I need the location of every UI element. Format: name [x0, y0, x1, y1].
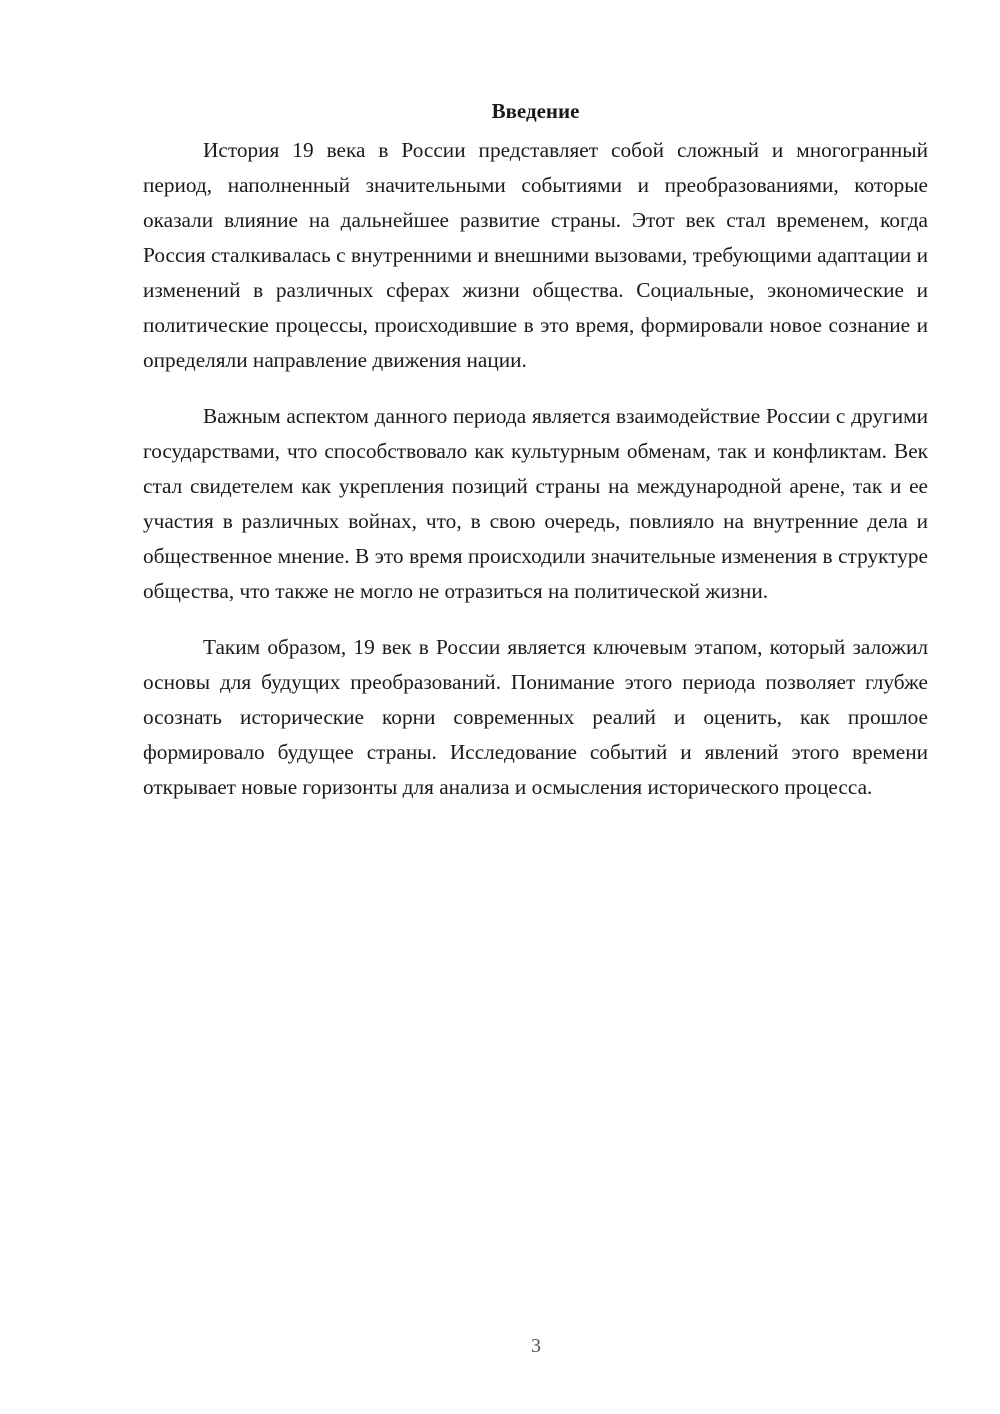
section-title: Введение	[491, 99, 580, 123]
paragraph-1: История 19 века в России представляет собой сложный и многогранный период, наполненный значительными событиями и преобразованиями, которые оказали влияние на дальнейшее развитие страны. Этот век стал временем, когда Россия сталкивалась с внутренними и внешними вызовами, требующими адаптации и изменений в различных сферах жизни общества. Социальные, экономические и политические процессы, происходившие в это время, формировали новое сознание и определяли направление движения нации.	[143, 138, 928, 372]
paragraph-2: Важным аспектом данного периода является взаимодействие России с другими государствами, что способствовало как культурным обменам, так и конфликтам. Век стал свидетелем как укрепления позиций страны на международной арене, так и ее участия в различных войнах, что, в свою очередь, повлияло на внутренние дела и общественное мнение. В это время происходили значительные изменения в структуре общества, что также не могло не отразиться на политической жизни.	[143, 404, 928, 603]
page-number: 3	[531, 1335, 541, 1357]
page-content	[143, 95, 928, 826]
paragraph-3: Таким образом, 19 век в России является ключевым этапом, который заложил основы для будущих преобразований. Понимание этого периода позволяет глубже осознать исторические корни современных реалий и оценить, как прошлое формировало будущее страны. Исследование событий и явлений этого времени открывает новые горизонты для анализа и осмысления исторического процесса.	[143, 635, 928, 799]
